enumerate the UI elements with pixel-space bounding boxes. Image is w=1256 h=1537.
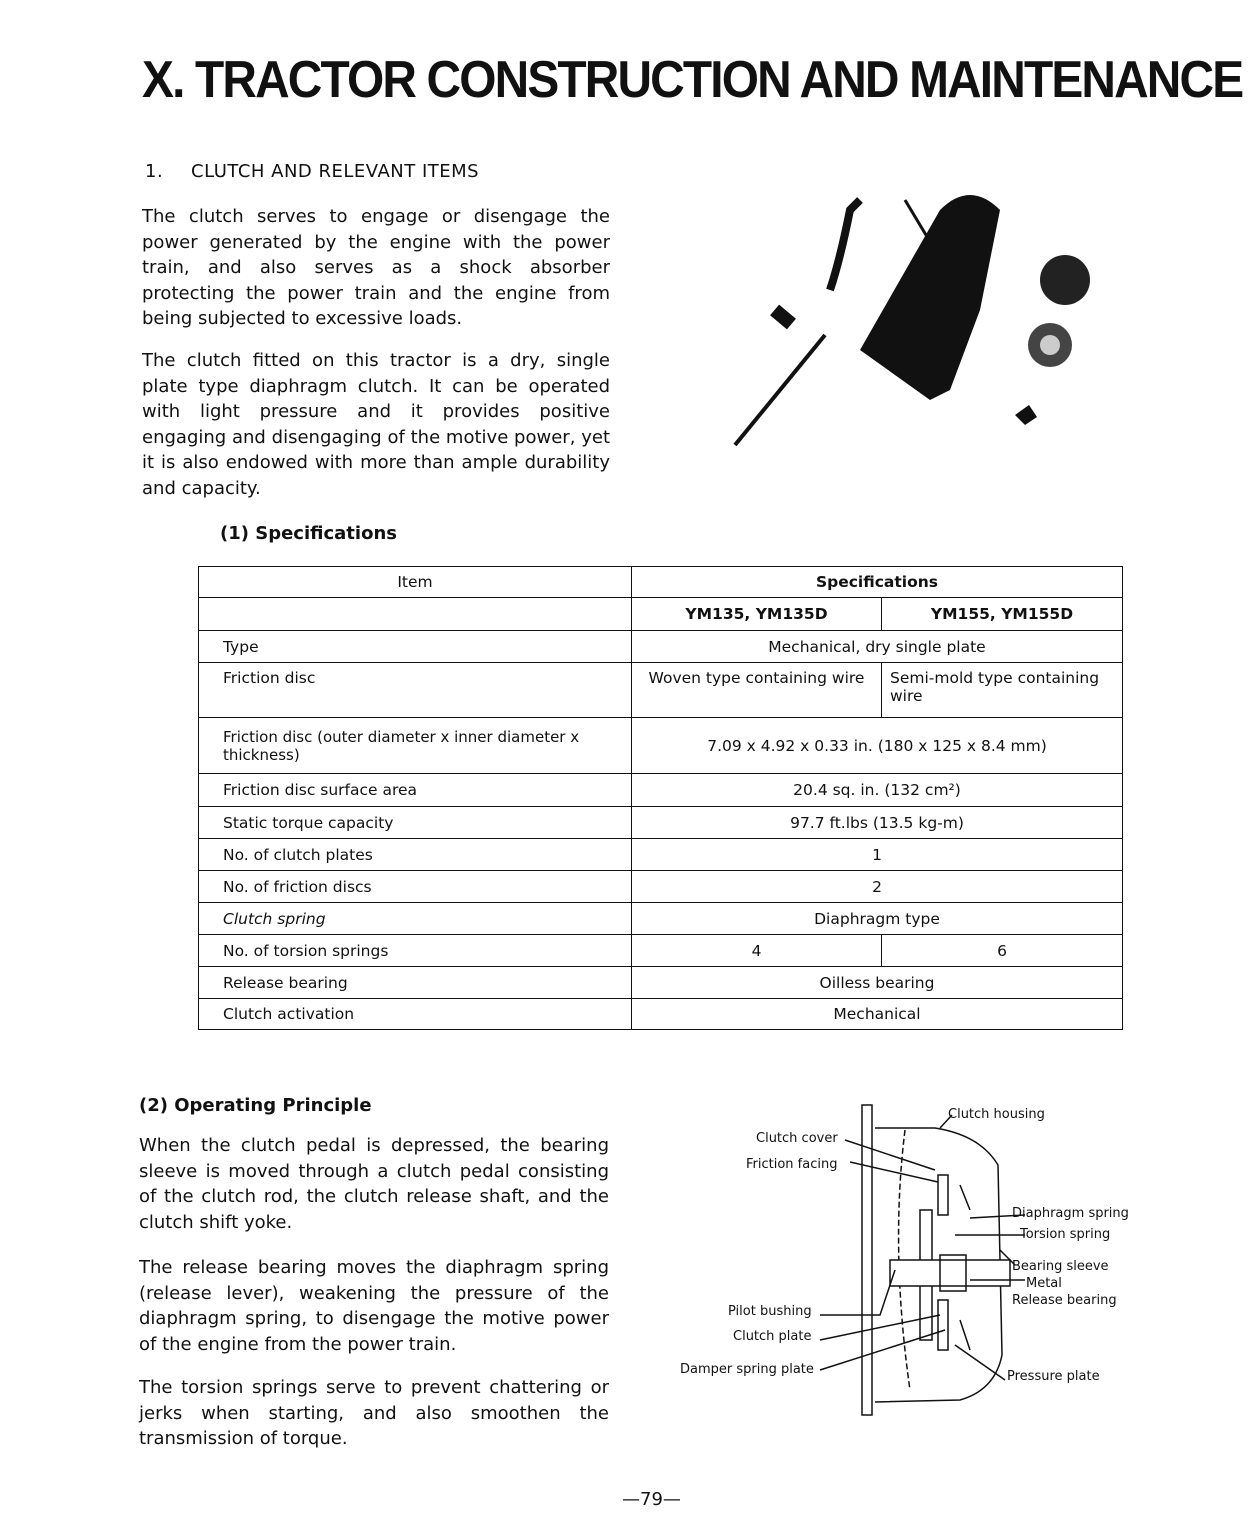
table-models-row (199, 598, 1123, 631)
row-item: No. of clutch plates (199, 839, 632, 871)
row-item: Friction disc (outer diameter x inner diameter x thickness) (199, 718, 632, 774)
row-item: Friction disc surface area (199, 774, 632, 807)
row-value-ym155: Semi-mold type containing wire (882, 663, 1123, 718)
label-pressure-plate: Pressure plate (1007, 1369, 1100, 1384)
model-ym155: YM155, YM155D (882, 598, 1123, 631)
principle-paragraph-2: The release bearing moves the diaphragm spring (release lever), weakening the pressure of the diaphragm spring, to disengage the motive power of the engine from the power train. (139, 1257, 609, 1355)
row-value: 20.4 sq. in. (132 cm²) (632, 774, 1123, 807)
row-value: 2 (632, 871, 1123, 903)
row-item: Static torque capacity (199, 807, 632, 839)
table-row (199, 871, 1123, 903)
specifications-table (198, 566, 1123, 1030)
clutch-description-paragraph: The clutch fitted on this tractor is a dry, single plate type diaphragm clutch. It can be operated with light pressure and it provides positive engaging and disengaging of the motive power, yet it is also endowed with more than ample durability and capacity. (142, 350, 610, 499)
row-value-ym135: Woven type containing wire (632, 663, 882, 718)
row-value: Mechanical (632, 999, 1123, 1030)
clutch-parts-photo (720, 170, 1120, 460)
section-number: 1. (145, 161, 164, 182)
row-value-ym155: 6 (882, 935, 1123, 967)
model-ym135: YM135, YM135D (632, 598, 882, 631)
operating-principle-heading: (2) Operating Principle (139, 1095, 372, 1116)
table-row (199, 967, 1123, 999)
row-item: Type (199, 631, 632, 663)
table-row (199, 663, 1123, 718)
row-value: 97.7 ft.lbs (13.5 kg-m) (632, 807, 1123, 839)
label-pilot-bushing: Pilot bushing (728, 1304, 812, 1319)
label-bearing-sleeve: Bearing sleeve (1012, 1259, 1109, 1274)
label-clutch-plate: Clutch plate (733, 1329, 812, 1344)
row-item: No. of friction discs (199, 871, 632, 903)
label-damper-spring-plate: Damper spring plate (680, 1362, 814, 1377)
header-specifications: Specifications (632, 567, 1123, 598)
label-diaphragm-spring: Diaphragm spring (1012, 1206, 1129, 1221)
row-value: Oilless bearing (632, 967, 1123, 999)
principle-paragraph-3: The torsion springs serve to prevent chattering or jerks when starting, and also smoothen the transmission of torque. (139, 1377, 609, 1449)
label-clutch-housing: Clutch housing (948, 1107, 1045, 1122)
principle-paragraph-1: When the clutch pedal is depressed, the bearing sleeve is moved through a clutch pedal consisting of the clutch rod, the clutch release shaft, and the clutch shift yoke. (139, 1135, 609, 1233)
page-title: X. TRACTOR CONSTRUCTION AND MAINTENANCE (142, 51, 1243, 109)
intro-paragraph: The clutch serves to engage or disengage the power generated by the engine with the power train, and also serves as a shock absorber protecting the power train and the engine from being subjected to excessive loads. (142, 206, 610, 329)
row-value: Diaphragm type (632, 903, 1123, 935)
label-torsion-spring: Torsion spring (1020, 1227, 1111, 1242)
row-item: Clutch activation (199, 999, 632, 1030)
specifications-heading: (1) Specifications (220, 523, 397, 544)
header-item: Item (199, 567, 632, 598)
table-row (199, 631, 1123, 663)
table-row (199, 839, 1123, 871)
page-number: —79— (622, 1489, 681, 1510)
row-value-ym135: 4 (632, 935, 882, 967)
row-value: 1 (632, 839, 1123, 871)
label-metal: Metal (1026, 1276, 1062, 1291)
label-clutch-cover: Clutch cover (756, 1131, 838, 1146)
label-friction-facing: Friction facing (746, 1157, 838, 1172)
label-release-bearing: Release bearing (1012, 1293, 1117, 1308)
table-header-row (199, 567, 1123, 598)
row-item: Clutch spring (199, 903, 632, 935)
row-value: Mechanical, dry single plate (632, 631, 1123, 663)
table-row (199, 903, 1123, 935)
row-item: No. of torsion springs (199, 935, 632, 967)
section-heading: CLUTCH AND RELEVANT ITEMS (191, 161, 480, 182)
row-item: Release bearing (199, 967, 632, 999)
row-item: Friction disc (199, 663, 632, 718)
table-row (199, 774, 1123, 807)
row-value: 7.09 x 4.92 x 0.33 in. (180 x 125 x 8.4 mm) (632, 718, 1123, 774)
table-row (199, 935, 1123, 967)
table-row (199, 807, 1123, 839)
table-row (199, 718, 1123, 774)
table-row (199, 999, 1123, 1030)
